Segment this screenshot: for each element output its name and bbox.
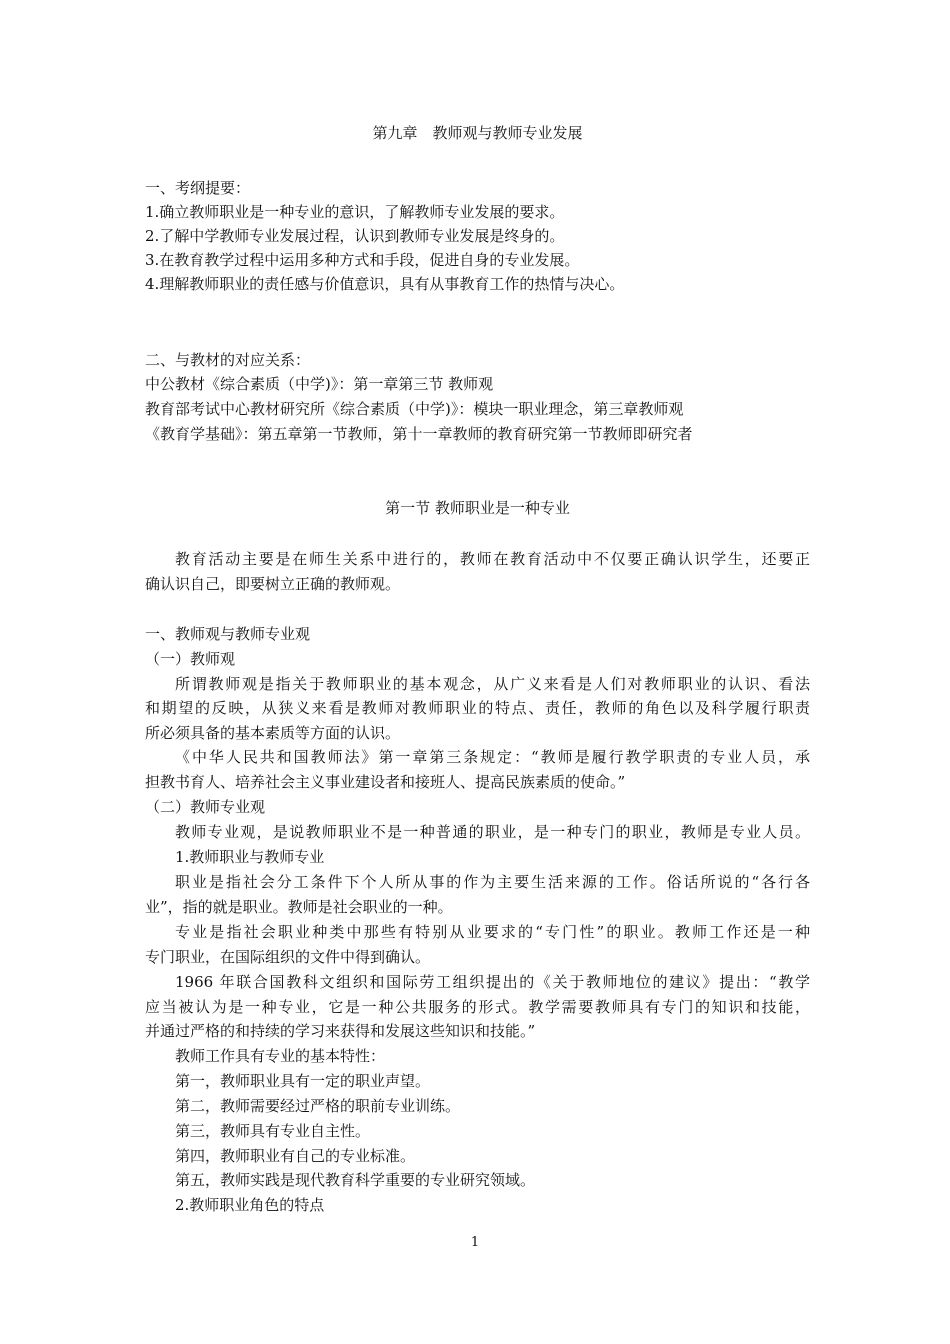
paragraph-line: 应当被认为是一种专业，它是一种公共服务的形式。教学需要教师具有专门的知识和技能， <box>145 998 810 1016</box>
feature-item: 第四，教师职业有自己的专业标准。 <box>175 1147 416 1165</box>
intro-line: 教育活动主要是在师生关系中进行的，教师在教育活动中不仅要正确认识学生，还要正 <box>175 550 810 568</box>
paragraph-line: 和期望的反映，从狭义来看是教师对教师职业的特点、责任，教师的角色以及科学履行职责 <box>145 699 810 717</box>
feature-item: 第一，教师职业具有一定的职业声望。 <box>175 1072 431 1090</box>
outline-heading: 一、考纲提要： <box>145 179 251 197</box>
paragraph-line: 专业是指社会职业种类中那些有特别从业要求的“专门性”的职业。教师工作还是一种 <box>175 923 810 941</box>
section-title: 第一节 教师职业是一种专业 <box>385 499 570 517</box>
paragraph-line: 担教书育人、培养社会主义事业建设者和接班人、提高民族素质的使命。” <box>145 773 626 791</box>
paragraph-line: 《中华人民共和国教师法》第一章第三条规定：“教师是履行教学职责的专业人员，承 <box>175 748 810 766</box>
part-heading: （二）教师专业观 <box>145 798 266 816</box>
textbook-mapping-item: 《教育学基础》：第五章第一节教师，第十一章教师的教育研究第一节教师即研究者 <box>145 425 693 443</box>
paragraph-line: 专门职业，在国际组织的文件中得到确认。 <box>145 948 431 966</box>
outline-item: 1.确立教师职业是一种专业的意识，了解教师专业发展的要求。 <box>145 203 565 221</box>
feature-item: 第二，教师需要经过严格的职前专业训练。 <box>175 1097 461 1115</box>
textbook-mapping-heading: 二、与教材的对应关系： <box>145 351 311 369</box>
subheading: 1.教师职业与教师专业 <box>175 848 325 866</box>
paragraph-line: 1966 年联合国教科文组织和国际劳工组织提出的《关于教师地位的建议》提出：“教学 <box>175 973 810 991</box>
part-heading: （一）教师观 <box>145 650 236 668</box>
feature-item: 第三，教师具有专业自主性。 <box>175 1122 371 1140</box>
subheading: 2.教师职业角色的特点 <box>175 1196 325 1214</box>
intro-line: 确认识自己，即要树立正确的教师观。 <box>145 575 401 593</box>
outline-item: 4.理解教师职业的责任感与价值意识，具有从事教育工作的热情与决心。 <box>145 275 625 293</box>
paragraph-line: 教师专业观，是说教师职业不是一种普通的职业，是一种专门的职业，教师是专业人员。 <box>175 823 810 841</box>
page-number: 1 <box>470 1235 480 1250</box>
textbook-mapping-item: 中公教材《综合素质（中学)》：第一章第三节 教师观 <box>145 375 494 393</box>
paragraph-line: 所必须具备的基本素质等方面的认识。 <box>145 724 401 742</box>
paragraph-line: 所谓教师观是指关于教师职业的基本观念，从广义来看是人们对教师职业的认识、看法 <box>175 675 810 693</box>
paragraph-line: 职业是指社会分工条件下个人所从事的作为主要生活来源的工作。俗话所说的“各行各 <box>175 873 810 891</box>
paragraph-line: 并通过严格的和持续的学习来获得和发展这些知识和技能。” <box>145 1022 536 1040</box>
feature-item: 第五，教师实践是现代教育科学重要的专业研究领域。 <box>175 1171 536 1189</box>
chapter-title: 第九章 教师观与教师专业发展 <box>372 124 583 142</box>
outline-item: 2.了解中学教师专业发展过程，认识到教师专业发展是终身的。 <box>145 227 565 245</box>
outline-item: 3.在教育教学过程中运用多种方式和手段，促进自身的专业发展。 <box>145 251 580 269</box>
paragraph-line: 业”，指的就是职业。教师是社会职业的一种。 <box>145 898 453 916</box>
textbook-mapping-item: 教育部考试中心教材研究所《综合素质（中学)》：模块一职业理念，第三章教师观 <box>145 400 684 418</box>
features-intro: 教师工作具有专业的基本特性： <box>175 1047 386 1065</box>
subsection-heading: 一、教师观与教师专业观 <box>145 625 311 643</box>
